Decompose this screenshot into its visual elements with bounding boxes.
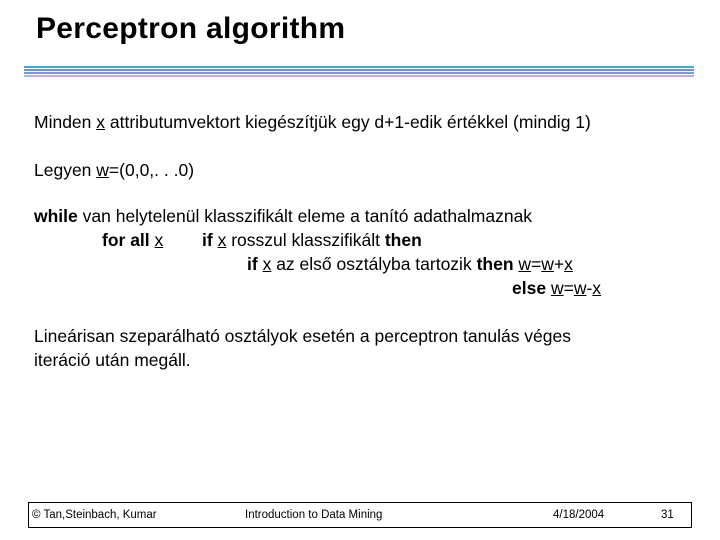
conclusion-line-2: iteráció után megáll. [34,350,191,370]
init-sentence [34,158,194,182]
algo-update-minus-line [512,276,601,300]
text-span: van helytelenül klasszifikált eleme a tanító adathalmaznak [77,206,533,226]
vector-w: w [518,254,532,274]
keyword: while [34,206,78,226]
text-span: az első osztályba tartozik [271,254,477,274]
text-span: attributumvektort kiegészítjük egy d+1-edik értékkel (mindig 1) [105,112,591,132]
vector-x: x [564,254,573,274]
keyword: then [476,254,514,274]
vector-w: w [573,278,587,298]
rule-stripe [24,66,694,68]
conclusion-line-1: Lineárisan szeparálható osztályok esetén a perceptron tanulás véges [34,326,572,346]
text-span: + [553,254,565,274]
vector-w: w [550,278,564,298]
text-span: =(0,0,. . .0) [108,160,195,180]
keyword: else [512,278,547,298]
rule-stripe [24,72,694,74]
algo-if-line [202,228,422,252]
footer-authors: © Tan,Steinbach, Kumar [32,509,157,521]
algo-forall-line [102,228,163,252]
footer-date: 4/18/2004 [553,509,605,521]
algo-update-plus-line [247,252,573,276]
keyword: for all [102,230,150,250]
slide-title: Perceptron algorithm [36,12,346,45]
text-span: Minden [34,112,97,132]
rule-stripe [24,69,694,71]
footer-course: Introduction to Data Mining [245,509,383,521]
vector-x: x [262,254,272,274]
text-span: Legyen [34,160,97,180]
vector-x: x [96,112,106,132]
augment-sentence [34,110,591,134]
vector-w: w [96,160,109,180]
algo-while-line [34,204,532,228]
text-span: rosszul klasszifikált [226,230,385,250]
text-span: = [563,278,574,298]
keyword: if [202,230,213,250]
keyword: then [384,230,422,250]
vector-x: x [217,230,227,250]
title-rule [24,66,694,78]
text-span: = [531,254,542,274]
slide-footer [28,502,692,528]
vector-w: w [541,254,554,274]
rule-stripe [24,75,694,77]
vector-x: x [154,230,164,250]
text-span: - [586,278,593,298]
vector-x: x [592,278,602,298]
keyword: if [247,254,258,274]
footer-page-number: 31 [661,509,674,521]
